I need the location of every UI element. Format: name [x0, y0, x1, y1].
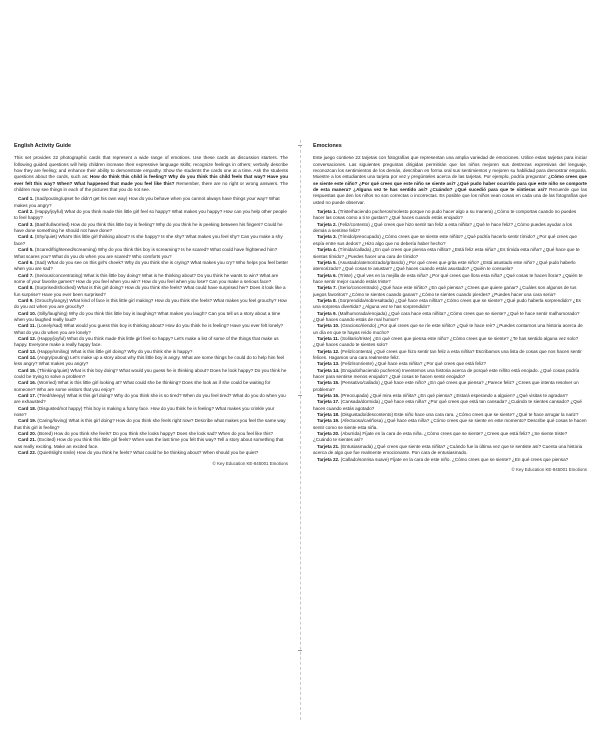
- card-item: [313, 457, 587, 463]
- card-text: (Disgustado/descontento) Este niño hace una cara rara. ¿Cómo crees que se siente? ¿Qué te hace arrugar la nariz?: [340, 412, 579, 418]
- card-label: Card 9.: [18, 297, 34, 303]
- card-label: Card 2.: [18, 209, 34, 215]
- card-item: [313, 399, 587, 412]
- card-item: [313, 311, 587, 324]
- card-text: (Serious/concentrating) What is this little boy doing? What is he thinking about? Do you think he wants to win? What are some of your favorite games? How do you feel when you win? How do you feel when you lose? Can you make a serious face?: [14, 272, 279, 284]
- card-text: (Disgusted/not happy) This boy is making a funny face. How do you think he is feeling? What makes you crinkle your nose?: [14, 405, 275, 418]
- english-column: [14, 143, 288, 467]
- spanish-title: Emociones: [313, 143, 342, 149]
- card-label: Card 15.: [18, 367, 37, 373]
- card-label: Tarjeta 14.: [317, 367, 340, 373]
- card-text: (Asustado/atemorizado/gritando) ¿Por qué crees que grita este niño? ¿Está asustado este niño? ¿Qué pudo haberlo atemorizado? ¿Qué cosas te asustan? ¿Qué haces cuando estás asustado? ¿Quién te consuela?: [313, 259, 576, 272]
- card-label: Card 7.: [18, 272, 34, 278]
- card-text: (Lonely/sad) What would you guess this boy is thinking about? How do you think he is feeling? Have you ever felt lonely? What do you do when you are lonely?: [14, 323, 284, 335]
- card-text: (Feliz/contento) ¿Qué crees que hizo sentir tan feliz a esta niñita? ¿Qué te hace feliz? ¿Cómo puedes ayudar a los demás a sentirse feliz?: [313, 221, 573, 234]
- card-item: [14, 234, 288, 247]
- card-text: (Afectuosa/cariñosa) ¿Qué hace esta niña? ¿Cómo crees que se siente en este momento? Describe qué cosas te hacen sentir como se siente esta niña.: [313, 418, 587, 430]
- card-text: (Grouchy/angry) What kind of face is this little girl making? How do you think she feels? What makes you feel grouchy? How do you act when you are grouchy?: [14, 297, 287, 310]
- fold-mark: [298, 650, 302, 651]
- card-item: [313, 209, 587, 222]
- card-text: (Preocupada) ¿Qué mira esta niñita? ¿En qué piensa? ¿Estará esperando a alguien? ¿Qué visitas te agradan?: [340, 393, 568, 399]
- card-label: Tarjeta 11.: [317, 335, 340, 341]
- card-text: (Tired/sleepy) What is this girl doing? Why do you think she is so tired? When do you feel tired? What do you do when you are exhausted?: [14, 393, 286, 405]
- card-label: Tarjeta 15.: [317, 380, 340, 386]
- card-text: (Enojado/haciendo pucheros) Inventemos una historia acerca de porqué este niñito está enojado. ¿Qué cosas podría hacer para sentirse menos enojado? ¿Qué cosas te hacen sentir enojado?: [313, 367, 580, 380]
- card-item: [313, 285, 587, 298]
- card-text: (Feliz/sonriente) ¿Qué hace esta niñita? ¿Por qué crees que está feliz?: [340, 361, 486, 367]
- card-label: Tarjeta 9.: [317, 310, 337, 316]
- card-item: [14, 209, 288, 222]
- card-label: Tarjeta 17.: [317, 399, 340, 405]
- card-label: Tarjeta 6.: [317, 272, 337, 278]
- card-label: Card 18.: [18, 405, 37, 411]
- card-label: Tarjeta 5.: [317, 259, 337, 265]
- intro-text: This set provides 22 photographic cards that represent a wide range of emotions. Use these cards as discussion starters. The following guided questions will help children increase their expressive language skills; recognize feelings in others; verbally describe how they are feeling; and enhance their ability to demonstrate empathy. Show the students the cards one at a time. Ask the students questions about the cards, such as:: [14, 155, 288, 180]
- card-text: (Gracioso/riendo) ¿Por qué crees que se ríe este niñito? ¿Qué te hace reír? ¿Puedes contarnos una historia acerca de un día en que te hayas reído mucho?: [313, 323, 583, 335]
- card-text: (Sorprendida/sobresaltada) ¿Qué hace esta niñita? ¿Cómo crees que se siente? ¿Qué pudo haberla sorprendido? ¿Es una sorpresa divertida? ¿Alguna vez te has sorprendido?: [313, 297, 581, 310]
- card-text: (Bashful/worried) How do you think this little boy is feeling? Why do you think he is peeking between his fingers? Could he have done something he should not have done?: [14, 221, 283, 234]
- card-label: Tarjeta 21.: [317, 443, 340, 449]
- card-item: [14, 418, 288, 431]
- card-item: [313, 247, 587, 260]
- card-label: Card 17.: [18, 393, 37, 399]
- card-label: Tarjeta 19.: [317, 418, 340, 424]
- card-text: (Angry/pouting) Let's make up a story about why this little boy is angry. What are some things he could do to help him feel less angry? What makes you angry?: [14, 355, 285, 367]
- card-text: (Pensativo/callado) ¿Qué hace este niño? ¿En qué crees que piensa? ¿Parece feliz? ¿Crees que intenta resolver un problema?: [313, 380, 579, 392]
- card-item: [313, 260, 587, 273]
- card-label: Card 6.: [18, 259, 34, 265]
- english-card-list: [14, 196, 288, 456]
- card-label: Tarjeta 16.: [317, 393, 340, 399]
- card-text: (Quiet/slight smile) How do you think he feels? What could he be thinking about? When should you be quiet?: [37, 450, 259, 456]
- card-text: (Happy/joyful) What do you think made this little girl feel so happy? Let's make a list of some of the things that make us happy. Everyone make a really happy face.: [14, 335, 279, 348]
- card-text: (Worried) What is this little girl looking at? What could she be thinking? Does she look as if she could be waiting for someone? Who are some visitors that you enjoy?: [14, 380, 271, 392]
- card-text: (Thinking/quiet) What is this boy doing? What would you guess he is thinking about? Does he look happy? Do you think he could be trying to solve a problem?: [14, 367, 287, 380]
- card-item: [14, 323, 288, 336]
- card-label: Card 4.: [18, 234, 34, 240]
- card-label: Card 19.: [18, 418, 37, 424]
- card-text: (Tímida/callada) ¿En qué crees que piensa esta niñita? ¿Está feliz esta niña? ¿Es tímida esta niña? ¿Qué hace que te sientas tímido? ¿Puedes hacer una cara de tímido?: [313, 247, 580, 259]
- card-label: Card 12.: [18, 335, 37, 341]
- card-item: [14, 222, 288, 235]
- card-label: Tarjeta 4.: [317, 247, 337, 253]
- card-text: (Bored) How do you think she feels? Do you think she looks happy? Does she look sad? When do you feel like this?: [37, 431, 274, 437]
- card-label: Card 20.: [18, 431, 37, 437]
- card-text: (Happy/joyful) What do you think made this little girl feel so happy? What makes you happy? How can you help other people to feel happy?: [14, 209, 287, 221]
- card-item: [14, 336, 288, 349]
- card-label: Tarjeta 13.: [317, 361, 340, 367]
- card-text: (Triste) ¿Qué ves en la mejilla de esta niña? ¿Por qué crees que llora esta niña? ¿Qué cosas te hacen llorar? ¿Quién te hace sentir mejor cuando estás triste?: [313, 272, 583, 284]
- card-label: Tarjeta 10.: [317, 323, 340, 329]
- card-text: (Scared/frightened/screaming) Why do you think this boy is screaming? Is he scared? What could have frightened him? What scares you? What do you do when you are scared? Who comforts you?: [14, 247, 278, 259]
- card-label: Tarjeta 8.: [317, 297, 337, 303]
- card-item: [14, 311, 288, 324]
- card-label: Tarjeta 7.: [317, 285, 337, 291]
- card-item: [313, 222, 587, 235]
- card-text: (Caring/loving) What is this girl doing? How do you think she feels right now? Describe what makes you feel the same way that this girl is feeling?: [14, 418, 286, 430]
- intro-text: Recuerde que las respuestas que den los niños no son correctas o incorrectas. Es posible que los niños vean cosas en cada una de las fotografías que usted no puede observar.: [313, 187, 587, 205]
- card-item: [313, 323, 587, 336]
- card-item: [313, 298, 587, 311]
- card-item: [313, 444, 587, 457]
- card-text: (Happy/smiling) What is this little girl doing? Why do you think she is happy?: [37, 348, 193, 354]
- card-label: Card 3.: [18, 221, 34, 227]
- card-label: Card 11.: [18, 323, 36, 329]
- card-item: [14, 393, 288, 406]
- card-label: Tarjeta 18.: [317, 412, 340, 418]
- card-text: (Excited) How do you think this little girl feels? When was the last time you felt this way? Tell a story about something that was really exciting. Make an excited face.: [14, 437, 284, 449]
- fold-mark: [298, 395, 302, 396]
- card-label: Card 16.: [18, 380, 37, 386]
- english-intro: [14, 155, 288, 193]
- card-text: (Feliz/contenta) ¿Qué crees que hizo sentir tan feliz a esta niñita? Escribamos una lista de cosas que nos hacen sentir felices. Hagamos una cara realmente feliz.: [313, 348, 582, 360]
- card-item: [14, 247, 288, 260]
- fold-mark: [298, 145, 302, 146]
- card-text: (Sad) What do you see on this girl's cheek? Why do you think she is crying? What makes you cry? Who helps you feel better when you are sad?: [14, 259, 289, 272]
- card-text: (Serio/concentrado) ¿Qué hace este niñito? ¿En qué piensa? ¿Crees que quiere ganar? ¿Cuáles son algunos de tus juegos favoritos? ¿Cómo te sientes cuando ganas? ¿Cómo te sientes cuando pierdes? ¿Puedes hacer una cara seria?: [313, 285, 577, 297]
- card-label: Card 5.: [18, 247, 34, 253]
- card-item: [14, 355, 288, 368]
- spanish-column: [313, 143, 587, 473]
- card-text: (Cansada/dormida) ¿Qué hace esta niña? ¿Por qué crees que está tan cansada? ¿Cuándo te sientes cansado? ¿Qué haces cuando estás agotado?: [313, 399, 582, 411]
- card-label: Tarjeta 1.: [317, 209, 337, 215]
- spanish-intro: [313, 155, 587, 206]
- card-text: (Triste/haciendo pucheros/molesto porque no pudo hacer algo a su manera) ¿Cómo te comportas cuando no puedes hacer las cosas como a ti te gustan? ¿Qué haces cuando estás enojado?: [313, 209, 577, 221]
- card-label: Tarjeta 3.: [317, 234, 337, 240]
- card-label: Tarjeta 12.: [317, 348, 340, 354]
- card-item: [313, 368, 587, 381]
- card-item: [313, 336, 587, 349]
- card-item: [14, 298, 288, 311]
- card-text: (Malhumorada/enojada) ¿Qué cara hace esta niñita? ¿Cómo crees que se siente? ¿Qué te hace sentir malhumorado? ¿Qué haces cuando estás de mal humor?: [313, 310, 580, 322]
- card-item: [313, 418, 587, 431]
- card-label: Tarjeta 20.: [317, 431, 340, 437]
- card-item: [14, 260, 288, 273]
- card-label: Card 10.: [18, 310, 37, 316]
- card-text: (Callado/sonrisa suave) Fíjate en la cara de este niño. ¿Cómo crees que se siente? ¿En qué crees que piensa?: [340, 456, 569, 462]
- column-divider: [300, 140, 301, 720]
- english-footer: © Key Education KE-845001 Emotions: [212, 460, 288, 466]
- card-text: (Tímido/preocupado) ¿Cómo crees que se siente este niñito? ¿Qué podría hacerlo sentir tímido? ¿Por qué crees que espía entre sus dedos? ¿Hizo algo que no debería haber hecho?: [313, 234, 577, 246]
- card-item: [313, 349, 587, 362]
- card-item: [14, 406, 288, 419]
- intro-text: Este juego contiene 22 tarjetas con fotografías que representan una amplia variedad de emociones. Utilice estas tarjetas para iniciar conversaciones. Las siguientes preguntas dirigidas permitirán que los niños mejoren sus destrezas expresivas del lenguaje, reconozcan los sentimientos de los demás, describan en forma oral sus sentimientos y mejoren su habilidad para demostrar empatía. Muestre a los estudiantes una tarjeta por vez y pregúnteles acerca de las tarjetas. Por ejemplo, podría preguntar:: [313, 155, 587, 180]
- card-label: Tarjeta 22.: [317, 456, 340, 462]
- card-item: [14, 273, 288, 286]
- intro-questions: How do think this child is feeling? Why do you think this child feels that way? Have you ever felt this way? When? What happened that made you feel like this?: [14, 174, 289, 186]
- card-item: [14, 368, 288, 381]
- card-item: [313, 234, 587, 247]
- card-item: [14, 450, 288, 456]
- intro-text: Remember, there are no right or wrong answers. The children may see things in each of the pictures that you do not see.: [14, 180, 289, 193]
- card-label: Card 14.: [18, 355, 37, 360]
- card-text: (Entusiasmada) ¿Qué crees que siente esta niñita? ¿Cuándo fue la última vez que te sentiste así? Cuenta una historia acerca de algo que fue realmente emocionante. Pon cara de entusiasmado.: [313, 443, 583, 456]
- card-text: (Aburrida) Fíjate en la cara de esta niña. ¿Cómo crees que se siente? ¿Crees que está feliz? ¿Se siente triste? ¿Cuándo te sientes así?: [313, 431, 568, 443]
- card-item: [313, 273, 587, 286]
- card-item: [14, 437, 288, 450]
- card-label: Card 21.: [18, 437, 37, 443]
- spanish-card-list: [313, 209, 587, 463]
- card-label: Card 13.: [18, 348, 37, 354]
- intro-questions: ¿Cómo crees que se siente este niño? ¿Por qué crees que este niño se siente así? ¿Qué pudo haber ocurrido para que este niño se comporte de esta manera? ¿Alguna vez te has sentido así? ¿Cuándo? ¿Qué sucedió para que te sintieras así?: [313, 174, 588, 193]
- spanish-footer: © Key Education KE-845001 Emotions: [511, 466, 587, 472]
- card-item: [14, 196, 288, 209]
- card-text: (Surprised/shocked) What is this girl doing? How do you think she feels? What could have surprised her? Does it look like a fun surprise? Have you ever been surprised?: [14, 285, 286, 297]
- card-item: [14, 380, 288, 393]
- card-item: [313, 380, 587, 393]
- card-item: [313, 431, 587, 444]
- card-label: Card 8.: [18, 285, 34, 291]
- card-label: Tarjeta 2.: [317, 221, 337, 227]
- english-title: English Activity Guide: [14, 143, 72, 149]
- card-text: (Sad/pouting/upset he didn't get his own way) How do you behave when you cannot always have things your way? What makes you angry?: [14, 196, 280, 208]
- card-text: (Silly/laughing) Why do you think this little boy is laughing? What makes you laugh? Can you tell us a story about a time when you laughed really loud?: [14, 310, 281, 322]
- card-label: Card 1.: [18, 196, 34, 202]
- card-text: (Shy/quiet) What's this little girl thinking about? Is she happy? Is she shy? What makes you feel shy? Can you make a shy face?: [14, 234, 283, 246]
- card-label: Card 22.: [18, 450, 37, 456]
- card-text: (Solitario/triste) ¿En qué crees que piensa este niño? ¿Cómo crees que se siente? ¿Te has sentido alguna vez solo? ¿Qué haces cuando te sientes solo?: [313, 335, 579, 348]
- card-item: [14, 285, 288, 298]
